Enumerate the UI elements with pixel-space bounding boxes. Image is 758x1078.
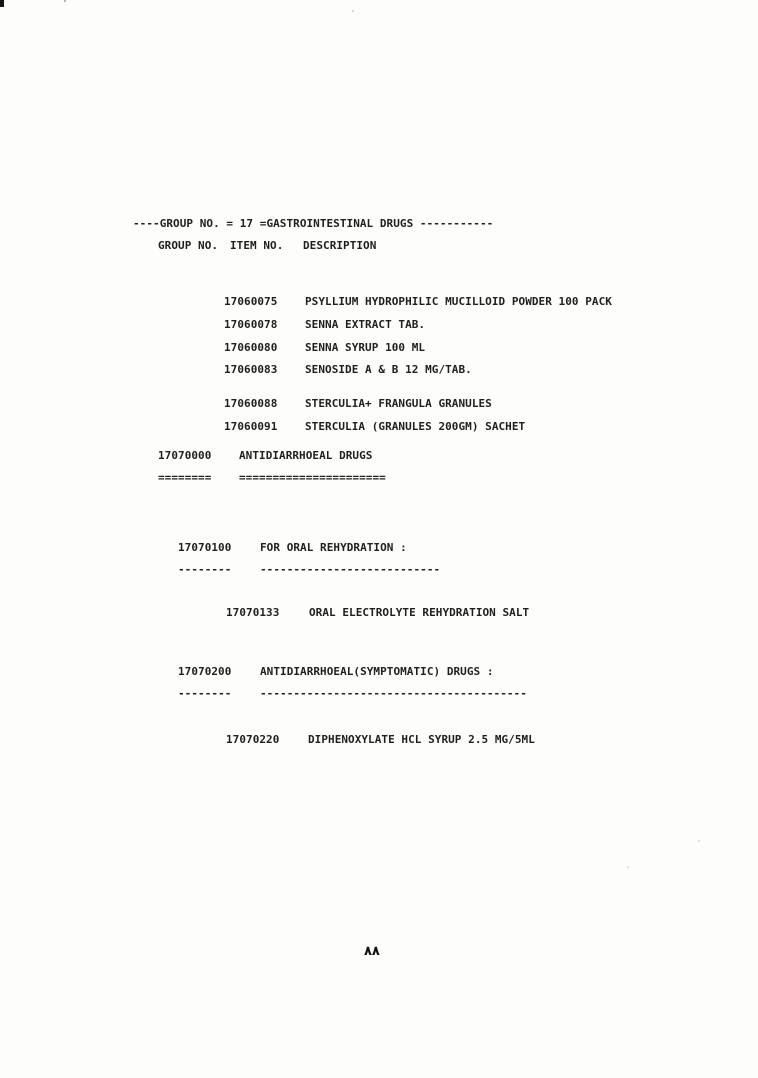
item-description: SENNA EXTRACT TAB.: [305, 318, 426, 331]
subgroup-heading-underline: [0, 564, 758, 576]
page-number: ٨٨: [364, 944, 380, 959]
subgroup-heading-row: [0, 542, 758, 554]
item-description: STERCULIA (GRANULES 200GM) SACHET: [305, 420, 526, 433]
item-no: 17070133: [226, 606, 280, 619]
item-no: 17070220: [226, 733, 280, 746]
subgroup-no-underline: --------: [178, 563, 232, 576]
scan-artifact-speck: [352, 10, 354, 12]
subgroup-name: FOR ORAL REHYDRATION :: [260, 541, 407, 554]
item-description: PSYLLIUM HYDROPHILIC MUCILLOID POWDER 100 PACK: [305, 295, 612, 308]
scan-artifact-speck: [627, 866, 629, 868]
item-no: 17060083: [224, 363, 278, 376]
table-row: [0, 364, 758, 376]
item-no: 17060091: [224, 420, 278, 433]
item-no: 17060088: [224, 397, 278, 410]
item-no: 17060080: [224, 341, 278, 354]
table-row: [0, 734, 758, 746]
item-no: 17060078: [224, 318, 278, 331]
subgroup-heading-row: [0, 666, 758, 678]
group-no-underline: ========: [158, 471, 212, 484]
subgroup-no: 17070200: [178, 665, 232, 678]
table-row: [0, 607, 758, 619]
table-row: [0, 398, 758, 410]
subgroup-heading-underline: [0, 688, 758, 700]
item-description: DIPHENOXYLATE HCL SYRUP 2.5 MG/5ML: [308, 733, 535, 746]
item-description: STERCULIA+ FRANGULA GRANULES: [305, 397, 492, 410]
subgroup-name-underline: ----------------------------------------: [260, 687, 527, 700]
item-no: 17060075: [224, 295, 278, 308]
item-description: SENNA SYRUP 100 ML: [305, 341, 426, 354]
table-row: [0, 342, 758, 354]
subgroup-name-underline: ---------------------------: [260, 563, 441, 576]
col-header-description: DESCRIPTION: [303, 239, 377, 252]
subgroup-name: ANTIDIARRHOEAL(SYMPTOMATIC) DRUGS :: [260, 665, 494, 678]
subgroup-no: 17070100: [178, 541, 232, 554]
group-name-underline: ======================: [239, 471, 386, 484]
col-header-item-no: ITEM NO.: [230, 239, 284, 252]
table-row: [0, 421, 758, 433]
scan-artifact-speck: [698, 840, 700, 842]
subgroup-no-underline: --------: [178, 687, 232, 700]
group-name: ANTIDIARRHOEAL DRUGS: [239, 449, 373, 462]
scan-artifact-speck: [64, 0, 66, 2]
column-header-row: [0, 240, 758, 252]
group-heading-row: [0, 450, 758, 462]
table-row: [0, 319, 758, 331]
item-description: ORAL ELECTROLYTE REHYDRATION SALT: [309, 606, 530, 619]
group-17-title-line: ----GROUP NO. = 17 =GASTROINTESTINAL DRUGS -----------: [133, 217, 494, 230]
scan-artifact-corner-mark: [0, 0, 4, 7]
group-heading-underline: [0, 472, 758, 484]
item-description: SENOSIDE A & B 12 MG/TAB.: [305, 363, 472, 376]
group-no: 17070000: [158, 449, 212, 462]
table-row: [0, 296, 758, 308]
col-header-group-no: GROUP NO.: [158, 239, 219, 252]
